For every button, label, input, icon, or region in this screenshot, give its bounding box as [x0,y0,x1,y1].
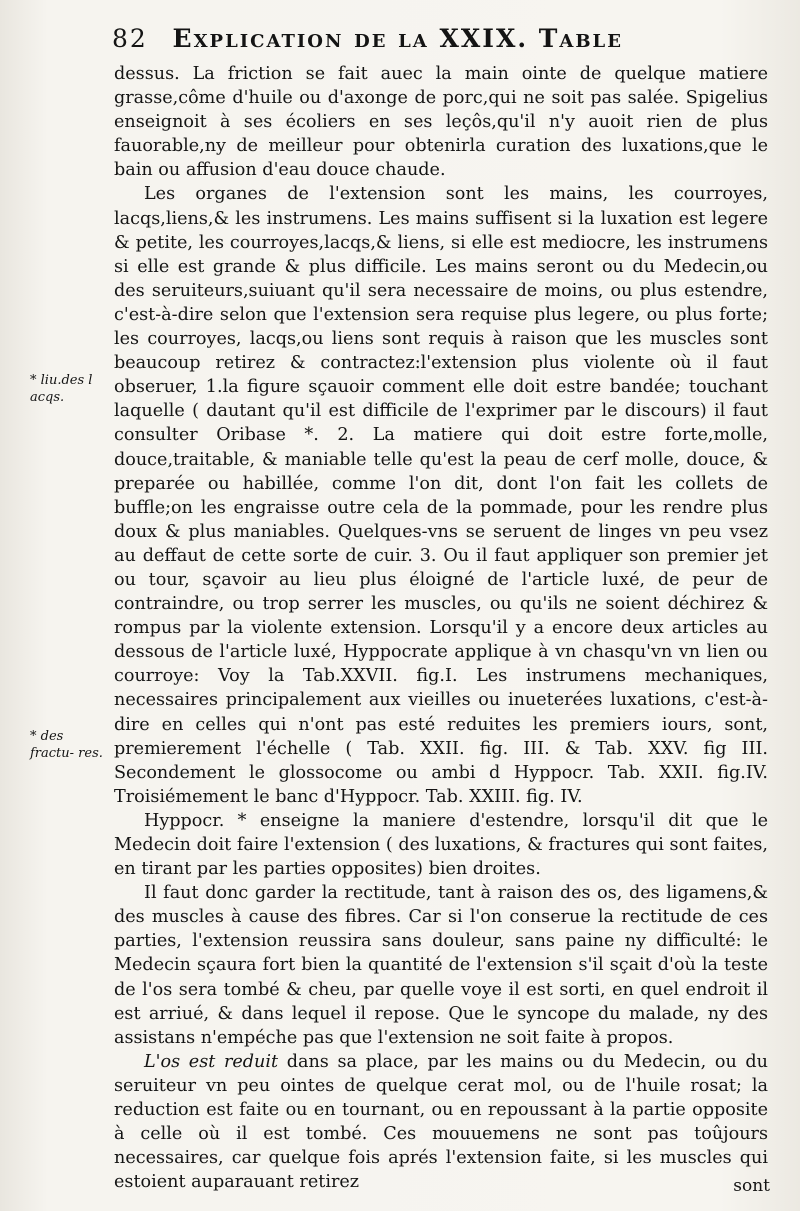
page-number: 82 [112,24,148,53]
paragraph [114,1050,768,1195]
italic-lead: L'os est reduit [144,1051,279,1072]
body-text [114,62,768,1194]
running-title: Explication de la XXIX. Table [172,24,623,53]
margin-note: * liu.des l acqs. [30,373,93,405]
paragraph: dessus. La friction se fait auec la main ointe de quelque matiere grasse,côme d'huile ou d'axonge de porc,qui ne soit pas salée. Spigelius enseignoit à ses écoliers en ses leçôs,qu'il n'y auoit rien de plus fauorable,ny de meilleur pour obtenirla curation des luxations,que le bain ou affusion d'eau douce chaude. [114,64,768,181]
paragraph-text: dans sa place, par les mains ou du Medecin, ou du seruiteur vn peu ointes de quelque cerat mol, ou de l'huile rosat; la reduction est faite ou en tournant, ou en repoussant à la partie opposite à celle où il est tombé. Ces mouuemens ne sont pas toûjours necessaires, car quelque fois aprés l'extension faite, si les muscles qui estoient auparauant retirez [114,1051,769,1193]
paragraph: Les organes de l'extension sont les mains, les courroyes, lacqs,liens,& les instrumens. Les mains suffisent si la luxation est legere & petite, les courroyes,lacqs,& liens, si elle est mediocre, les instrumens si elle est grande & plus difficile. Les mains seront ou du Medecin,ou des seruiteurs,suiuant qu'il sera necessaire de moins, ou plus estendre, c'est-à-dire selon que l'extension sera requise plus legere, ou plus forte; les courroyes, lacqs,ou liens sont requis à raison que les muscles sont beaucoup retirez & contractez:l'extension plus violente où il faut obseruer, 1.la figure sçauoir comment elle doit estre bandée; touchant laquelle ( dautant qu'il est difficile de l'exprimer par le discours) il faut consulter Oribase *. 2. La matiere qui doit estre forte,molle, douce,traitable, & maniable telle qu'est la peau de cerf molle, douce, & preparée ou habillée, comme l'on dit, dont l'on fait les collets de buffle;on les engraisse outre cela de la pommade, pour les rendre plus doux & plus maniables. Quelques-vns se seruent de linges vn peu vsez au deffaut de cette sorte de cuir. 3. Ou il faut appliquer son premier jet ou tour, sçavoir au lieu plus éloigné de l'article luxé, de peur de contraindre, ou trop serrer les muscles, ou qu'ils ne soient déchirez & rompus par la violente extension. Lorsqu'il y a encore deux articles au dessous de l'article luxé, Hyppocrate applique à vn chasqu'vn vn lien ou courroye: Voy la Tab.XXVII. fig.I. Les instrumens mechaniques, necessaires principalement aux vieilles ou inueterées luxations, c'est-à-dire en celles qui n'ont pas esté reduites les premiers iours, sont, premierement l'échelle ( Tab. XXII. fig. III. & Tab. XXV. fig III. Secondement le glossocome ou ambi d Hyppocr. Tab. XXII. fig.IV. Troisiémement le banc d'Hyppocr. Tab. XXIII. fig. IV. [114,184,768,807]
page-header [112,24,712,53]
paragraph: Hyppocr. * enseigne la maniere d'estendre, lorsqu'il dit que le Medecin doit faire l'extension ( des luxations, & fractures qui sont faites, en tirant par les parties opposites) bien droites. [114,810,768,880]
catchword: sont [733,1176,770,1196]
paragraph: Il faut donc garder la rectitude, tant à raison des os, des ligamens,& des muscles à cause des fibres. Car si l'on conserue la rectitude de ces parties, l'extension reussira sans douleur, sans paine ny difficulté: le Medecin sçaura fort bien la quantité de l'extension s'il sçait d'où la teste de l'os sera tombé & cheu, par quelle voye il est sorti, en quel endroit il est arriué, & dans lequel il repose. Que le syncope du malade, ny des assistans n'empéche pas que l'extension ne soit faite à propos. [114,883,768,1048]
margin-note: * des fractu- res. [30,729,103,761]
